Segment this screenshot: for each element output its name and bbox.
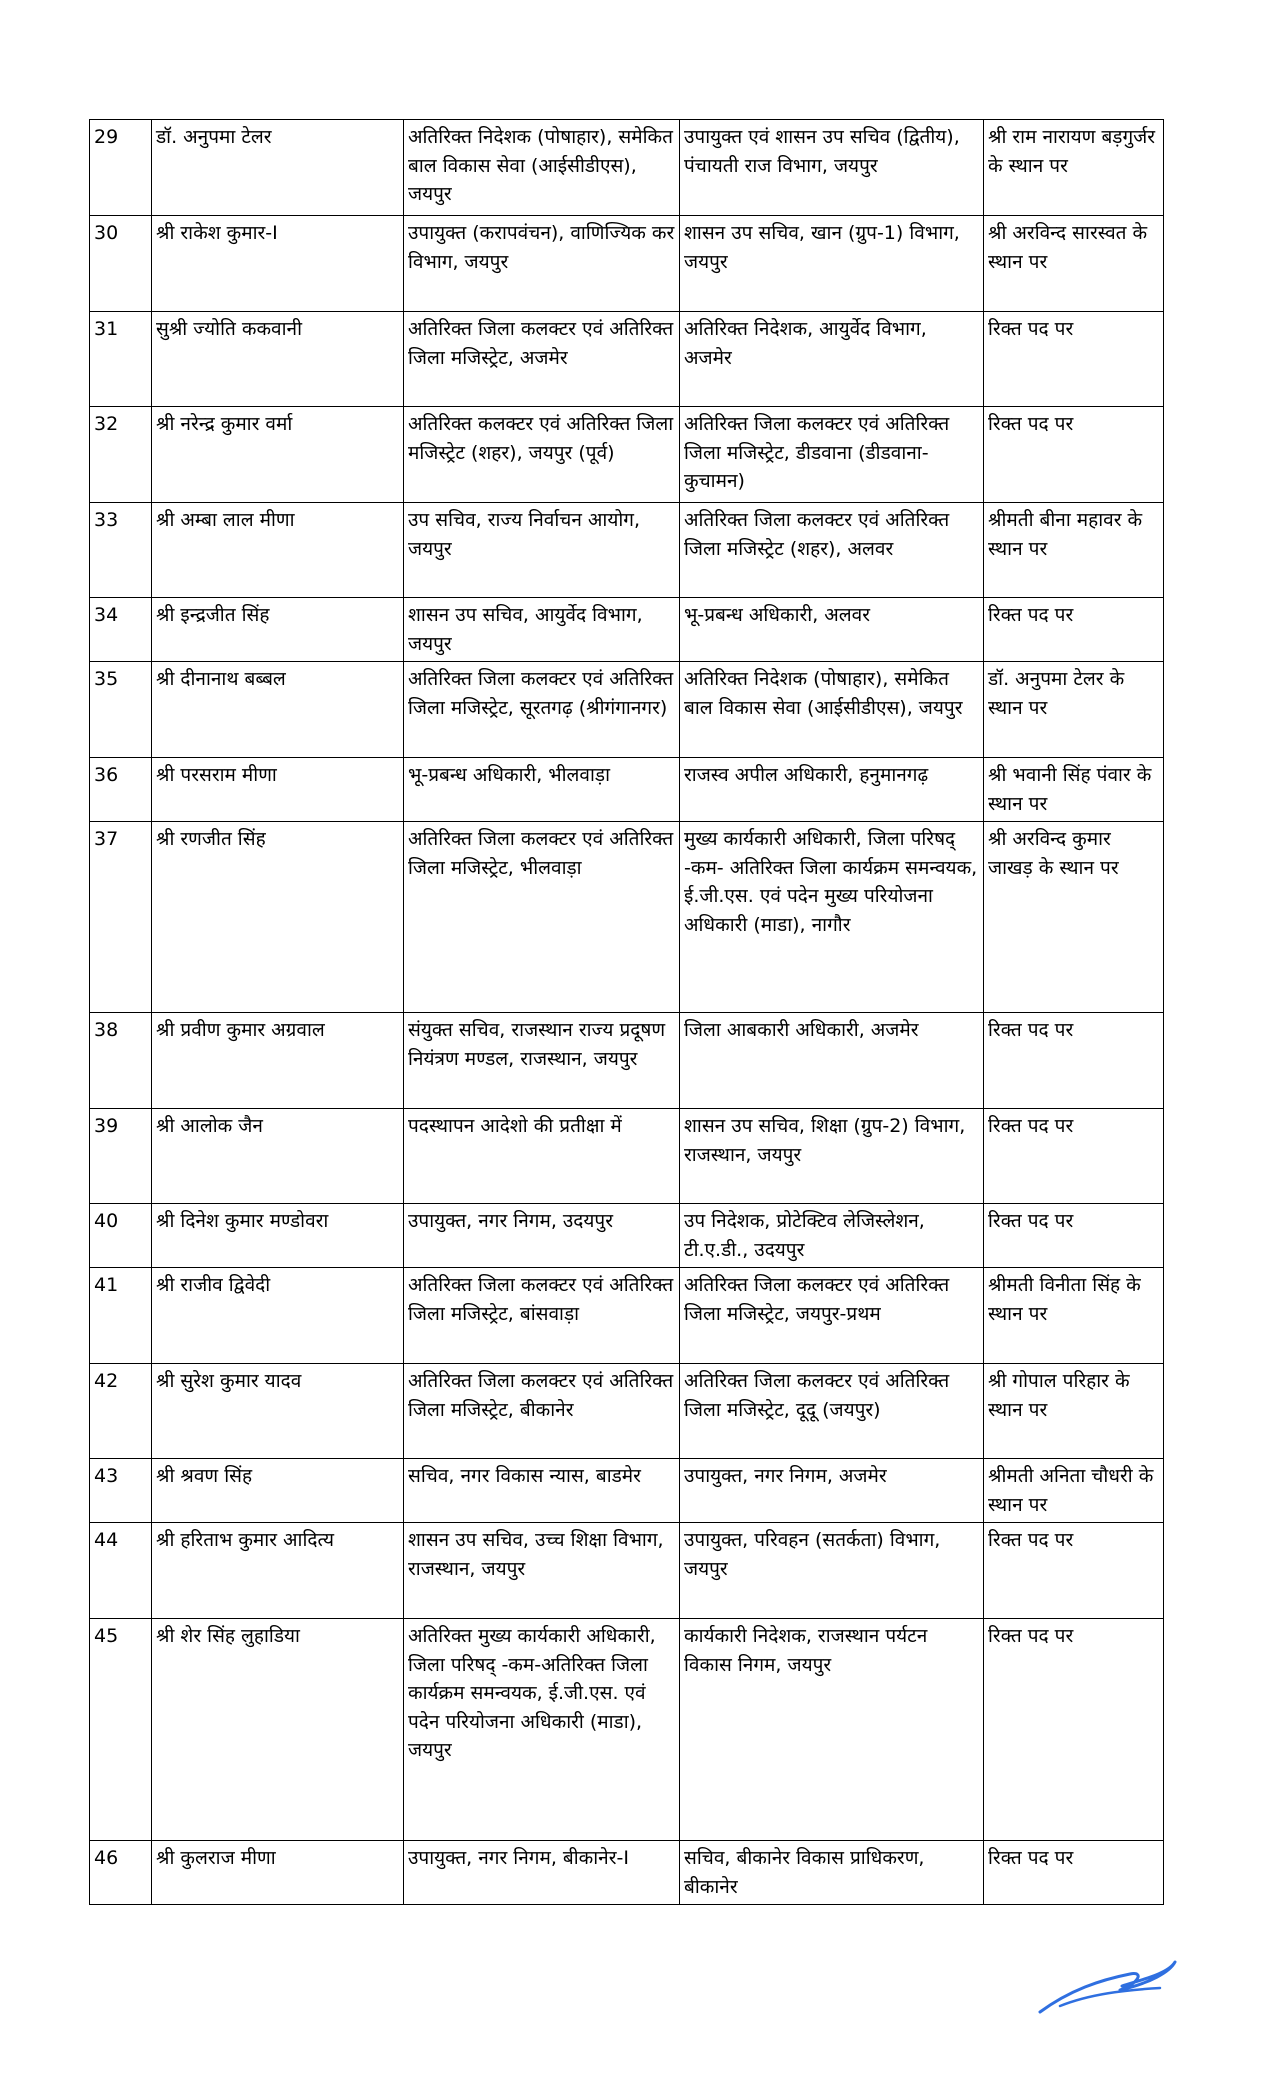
new-post: अतिरिक्त जिला कलक्टर एवं अतिरिक्त जिला मजिस्ट्रेट, जयपुर-प्रथम	[680, 1268, 984, 1364]
current-post: सचिव, नगर विकास न्यास, बाडमेर	[404, 1459, 680, 1523]
officer-name: श्री परसराम मीणा	[152, 758, 404, 822]
posting-table-body	[90, 120, 1164, 1905]
vacancy-note: रिक्त पद पर	[984, 407, 1164, 503]
new-post: अतिरिक्त जिला कलक्टर एवं अतिरिक्त जिला मजिस्ट्रेट (शहर), अलवर	[680, 503, 984, 598]
table-row	[90, 1364, 1164, 1459]
officer-name: श्री शेर सिंह लुहाडिया	[152, 1619, 404, 1841]
serial-number: 36	[90, 758, 152, 822]
table-row	[90, 822, 1164, 1013]
new-post: अतिरिक्त जिला कलक्टर एवं अतिरिक्त जिला मजिस्ट्रेट, दूदू (जयपुर)	[680, 1364, 984, 1459]
officer-name: श्री राजीव द्विवेदी	[152, 1268, 404, 1364]
vacancy-note: रिक्त पद पर	[984, 598, 1164, 662]
vacancy-note: श्री अरविन्द कुमार जाखड़ के स्थान पर	[984, 822, 1164, 1013]
table-row	[90, 758, 1164, 822]
vacancy-note: श्रीमती बीना महावर के स्थान पर	[984, 503, 1164, 598]
officer-name: श्री सुरेश कुमार यादव	[152, 1364, 404, 1459]
vacancy-note: श्रीमती अनिता चौधरी के स्थान पर	[984, 1459, 1164, 1523]
officer-name: श्री प्रवीण कुमार अग्रवाल	[152, 1013, 404, 1109]
current-post: संयुक्त सचिव, राजस्थान राज्य प्रदूषण नियंत्रण मण्डल, राजस्थान, जयपुर	[404, 1013, 680, 1109]
officer-name: श्री इन्द्रजीत सिंह	[152, 598, 404, 662]
serial-number: 30	[90, 216, 152, 312]
new-post: अतिरिक्त निदेशक, आयुर्वेद विभाग, अजमेर	[680, 312, 984, 407]
new-post: कार्यकारी निदेशक, राजस्थान पर्यटन विकास निगम, जयपुर	[680, 1619, 984, 1841]
current-post: अतिरिक्त जिला कलक्टर एवं अतिरिक्त जिला मजिस्ट्रेट, भीलवाड़ा	[404, 822, 680, 1013]
table-row	[90, 503, 1164, 598]
officer-name: श्री श्रवण सिंह	[152, 1459, 404, 1523]
table-row	[90, 1109, 1164, 1204]
new-post: अतिरिक्त निदेशक (पोषाहार), समेकित बाल विकास सेवा (आईसीडीएस), जयपुर	[680, 662, 984, 758]
officer-name: श्री दिनेश कुमार मण्डोवरा	[152, 1204, 404, 1268]
new-post: मुख्य कार्यकारी अधिकारी, जिला परिषद् -कम- अतिरिक्त जिला कार्यक्रम समन्वयक, ई.जी.एस. एवं पदेन मुख्य परियोजना अधिकारी (माडा), नागौर	[680, 822, 984, 1013]
new-post: जिला आबकारी अधिकारी, अजमेर	[680, 1013, 984, 1109]
serial-number: 44	[90, 1523, 152, 1619]
officer-name: श्री अम्बा लाल मीणा	[152, 503, 404, 598]
new-post: भू-प्रबन्ध अधिकारी, अलवर	[680, 598, 984, 662]
vacancy-note: श्री गोपाल परिहार के स्थान पर	[984, 1364, 1164, 1459]
table-row	[90, 1013, 1164, 1109]
table-row	[90, 1841, 1164, 1905]
vacancy-note: श्रीमती विनीता सिंह के स्थान पर	[984, 1268, 1164, 1364]
current-post: शासन उप सचिव, उच्च शिक्षा विभाग, राजस्थान, जयपुर	[404, 1523, 680, 1619]
table-row	[90, 1268, 1164, 1364]
serial-number: 34	[90, 598, 152, 662]
officer-name: श्री हरिताभ कुमार आदित्य	[152, 1523, 404, 1619]
serial-number: 43	[90, 1459, 152, 1523]
new-post: अतिरिक्त जिला कलक्टर एवं अतिरिक्त जिला मजिस्ट्रेट, डीडवाना (डीडवाना-कुचामन)	[680, 407, 984, 503]
current-post: उपायुक्त (करापवंचन), वाणिज्यिक कर विभाग, जयपुर	[404, 216, 680, 312]
table-row	[90, 216, 1164, 312]
new-post: शासन उप सचिव, खान (ग्रुप-1) विभाग, जयपुर	[680, 216, 984, 312]
serial-number: 42	[90, 1364, 152, 1459]
serial-number: 40	[90, 1204, 152, 1268]
current-post: भू-प्रबन्ध अधिकारी, भीलवाड़ा	[404, 758, 680, 822]
serial-number: 46	[90, 1841, 152, 1905]
table-row	[90, 662, 1164, 758]
new-post: उप निदेशक, प्रोटेक्टिव लेजिस्लेशन, टी.ए.डी., उदयपुर	[680, 1204, 984, 1268]
serial-number: 35	[90, 662, 152, 758]
table-row	[90, 120, 1164, 216]
officer-name: श्री रणजीत सिंह	[152, 822, 404, 1013]
current-post: शासन उप सचिव, आयुर्वेद विभाग, जयपुर	[404, 598, 680, 662]
table-row	[90, 407, 1164, 503]
table-row	[90, 598, 1164, 662]
table-row	[90, 312, 1164, 407]
current-post: अतिरिक्त निदेशक (पोषाहार), समेकित बाल विकास सेवा (आईसीडीएस), जयपुर	[404, 120, 680, 216]
serial-number: 29	[90, 120, 152, 216]
new-post: शासन उप सचिव, शिक्षा (ग्रुप-2) विभाग, राजस्थान, जयपुर	[680, 1109, 984, 1204]
officer-name: श्री राकेश कुमार-I	[152, 216, 404, 312]
serial-number: 39	[90, 1109, 152, 1204]
serial-number: 32	[90, 407, 152, 503]
current-post: अतिरिक्त जिला कलक्टर एवं अतिरिक्त जिला मजिस्ट्रेट, सूरतगढ़ (श्रीगंगानगर)	[404, 662, 680, 758]
vacancy-note: रिक्त पद पर	[984, 1523, 1164, 1619]
current-post: अतिरिक्त जिला कलक्टर एवं अतिरिक्त जिला मजिस्ट्रेट, अजमेर	[404, 312, 680, 407]
vacancy-note: रिक्त पद पर	[984, 1841, 1164, 1905]
officer-name: डॉ. अनुपमा टेलर	[152, 120, 404, 216]
serial-number: 41	[90, 1268, 152, 1364]
new-post: सचिव, बीकानेर विकास प्राधिकरण, बीकानेर	[680, 1841, 984, 1905]
vacancy-note: रिक्त पद पर	[984, 1619, 1164, 1841]
serial-number: 38	[90, 1013, 152, 1109]
table-row	[90, 1459, 1164, 1523]
table-row	[90, 1523, 1164, 1619]
vacancy-note: रिक्त पद पर	[984, 1109, 1164, 1204]
vacancy-note: रिक्त पद पर	[984, 312, 1164, 407]
new-post: राजस्व अपील अधिकारी, हनुमानगढ़	[680, 758, 984, 822]
signature-mark	[1030, 1950, 1180, 2020]
vacancy-note: श्री भवानी सिंह पंवार के स्थान पर	[984, 758, 1164, 822]
current-post: उप सचिव, राज्य निर्वाचन आयोग, जयपुर	[404, 503, 680, 598]
new-post: उपायुक्त एवं शासन उप सचिव (द्वितीय), पंचायती राज विभाग, जयपुर	[680, 120, 984, 216]
table-row	[90, 1619, 1164, 1841]
current-post: अतिरिक्त मुख्य कार्यकारी अधिकारी, जिला परिषद् -कम-अतिरिक्त जिला कार्यक्रम समन्वयक, ई.जी.एस. एवं पदेन परियोजना अधिकारी (माडा), जयपुर	[404, 1619, 680, 1841]
serial-number: 33	[90, 503, 152, 598]
current-post: अतिरिक्त जिला कलक्टर एवं अतिरिक्त जिला मजिस्ट्रेट, बांसवाड़ा	[404, 1268, 680, 1364]
vacancy-note: श्री राम नारायण बड़गुर्जर के स्थान पर	[984, 120, 1164, 216]
officer-name: श्री आलोक जैन	[152, 1109, 404, 1204]
vacancy-note: श्री अरविन्द सारस्वत के स्थान पर	[984, 216, 1164, 312]
officer-name: सुश्री ज्योति ककवानी	[152, 312, 404, 407]
new-post: उपायुक्त, परिवहन (सतर्कता) विभाग, जयपुर	[680, 1523, 984, 1619]
officer-name: श्री नरेन्द्र कुमार वर्मा	[152, 407, 404, 503]
serial-number: 45	[90, 1619, 152, 1841]
officer-name: श्री दीनानाथ बब्बल	[152, 662, 404, 758]
officer-name: श्री कुलराज मीणा	[152, 1841, 404, 1905]
table-row	[90, 1204, 1164, 1268]
serial-number: 37	[90, 822, 152, 1013]
vacancy-note: रिक्त पद पर	[984, 1204, 1164, 1268]
current-post: उपायुक्त, नगर निगम, उदयपुर	[404, 1204, 680, 1268]
vacancy-note: रिक्त पद पर	[984, 1013, 1164, 1109]
new-post: उपायुक्त, नगर निगम, अजमेर	[680, 1459, 984, 1523]
vacancy-note: डॉ. अनुपमा टेलर के स्थान पर	[984, 662, 1164, 758]
posting-table	[89, 119, 1164, 1905]
current-post: अतिरिक्त कलक्टर एवं अतिरिक्त जिला मजिस्ट्रेट (शहर), जयपुर (पूर्व)	[404, 407, 680, 503]
current-post: पदस्थापन आदेशो की प्रतीक्षा में	[404, 1109, 680, 1204]
current-post: उपायुक्त, नगर निगम, बीकानेर-I	[404, 1841, 680, 1905]
current-post: अतिरिक्त जिला कलक्टर एवं अतिरिक्त जिला मजिस्ट्रेट, बीकानेर	[404, 1364, 680, 1459]
serial-number: 31	[90, 312, 152, 407]
